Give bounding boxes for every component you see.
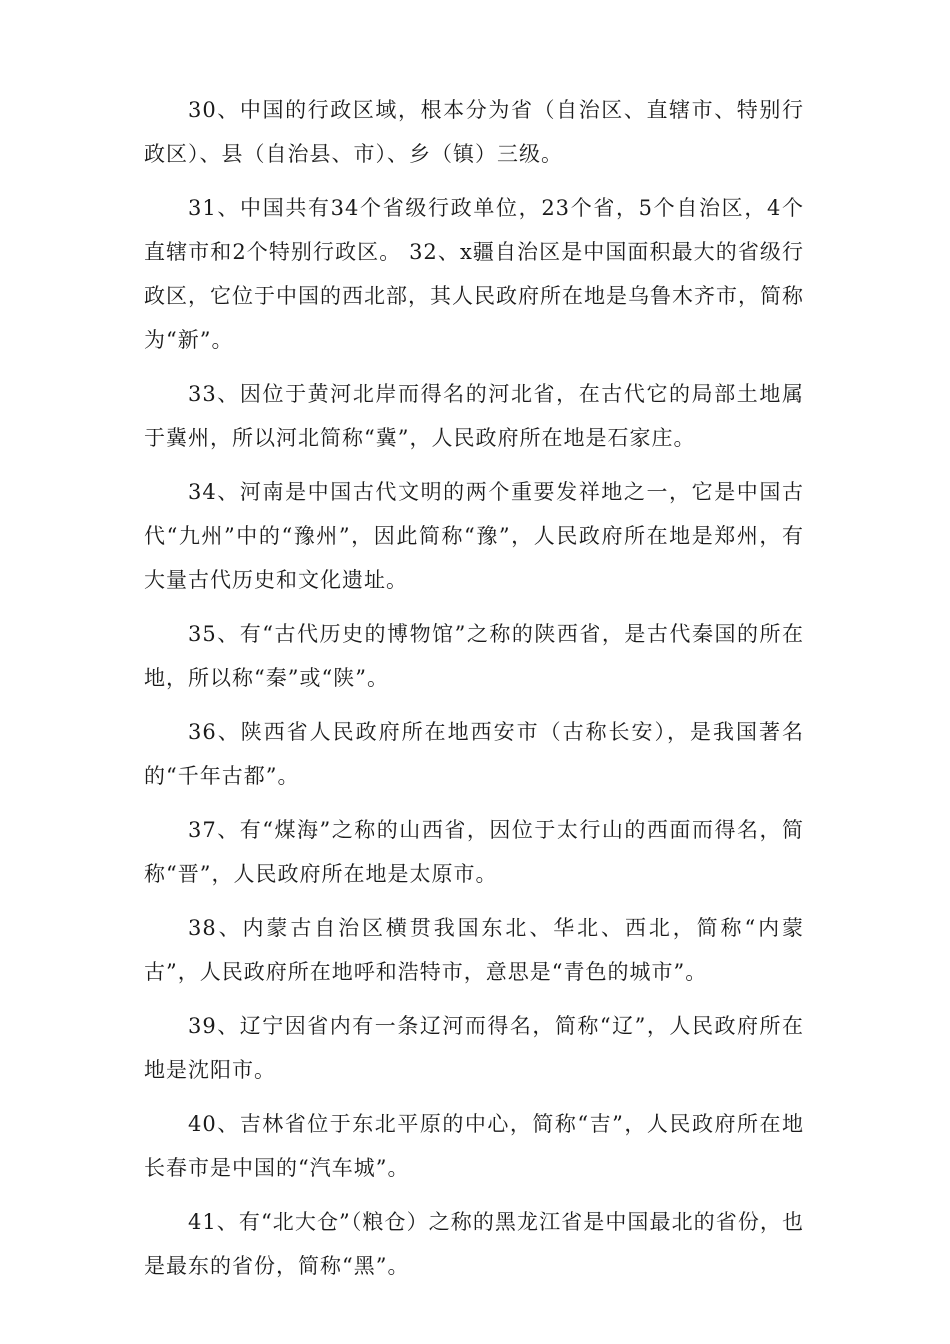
paragraph-41: 41、有“北大仓”（粮仓）之称的黑龙江省是中国最北的省份，也是最东的省份，简称“黑”。: [144, 1210, 804, 1278]
paragraph-33: 33、因位于黄河北岸而得名的河北省，在古代它的局部土地属于冀州，所以河北简称“冀”，人民政府所在地是石家庄。: [144, 382, 804, 450]
paragraph-31-32: 31、中国共有34个省级行政单位，23个省，5个自治区，4个直辖市和2个特别行政区。 32、x疆自治区是中国面积最大的省级行政区，它位于中国的西北部，其人民政府所在地是乌鲁木齐市，简称为“新”。: [144, 196, 804, 352]
paragraph-34: 34、河南是中国古代文明的两个重要发祥地之一，它是中国古代“九州”中的“豫州”，因此简称“豫”，人民政府所在地是郑州，有大量古代历史和文化遗址。: [144, 480, 804, 592]
paragraph-38: 38、内蒙古自治区横贯我国东北、华北、西北，简称“内蒙古”，人民政府所在地呼和浩特市，意思是“青色的城市”。: [144, 916, 804, 984]
paragraph-36: 36、陕西省人民政府所在地西安市（古称长安），是我国著名的“千年古都”。: [144, 720, 804, 788]
document-body: [144, 88, 804, 1298]
paragraph-35: 35、有“古代历史的博物馆”之称的陕西省，是古代秦国的所在地，所以称“秦”或“陕”。: [144, 622, 804, 690]
paragraph-40: 40、吉林省位于东北平原的中心，简称“吉”，人民政府所在地长春市是中国的“汽车城”。: [144, 1112, 804, 1180]
paragraph-39: 39、辽宁因省内有一条辽河而得名，简称“辽”，人民政府所在地是沈阳市。: [144, 1014, 804, 1082]
paragraph-37: 37、有“煤海”之称的山西省，因位于太行山的西面而得名，简称“晋”，人民政府所在地是太原市。: [144, 818, 804, 886]
paragraph-30: 30、中国的行政区域，根本分为省（自治区、直辖市、特别行政区）、县（自治县、市）、乡（镇）三级。: [144, 98, 804, 166]
